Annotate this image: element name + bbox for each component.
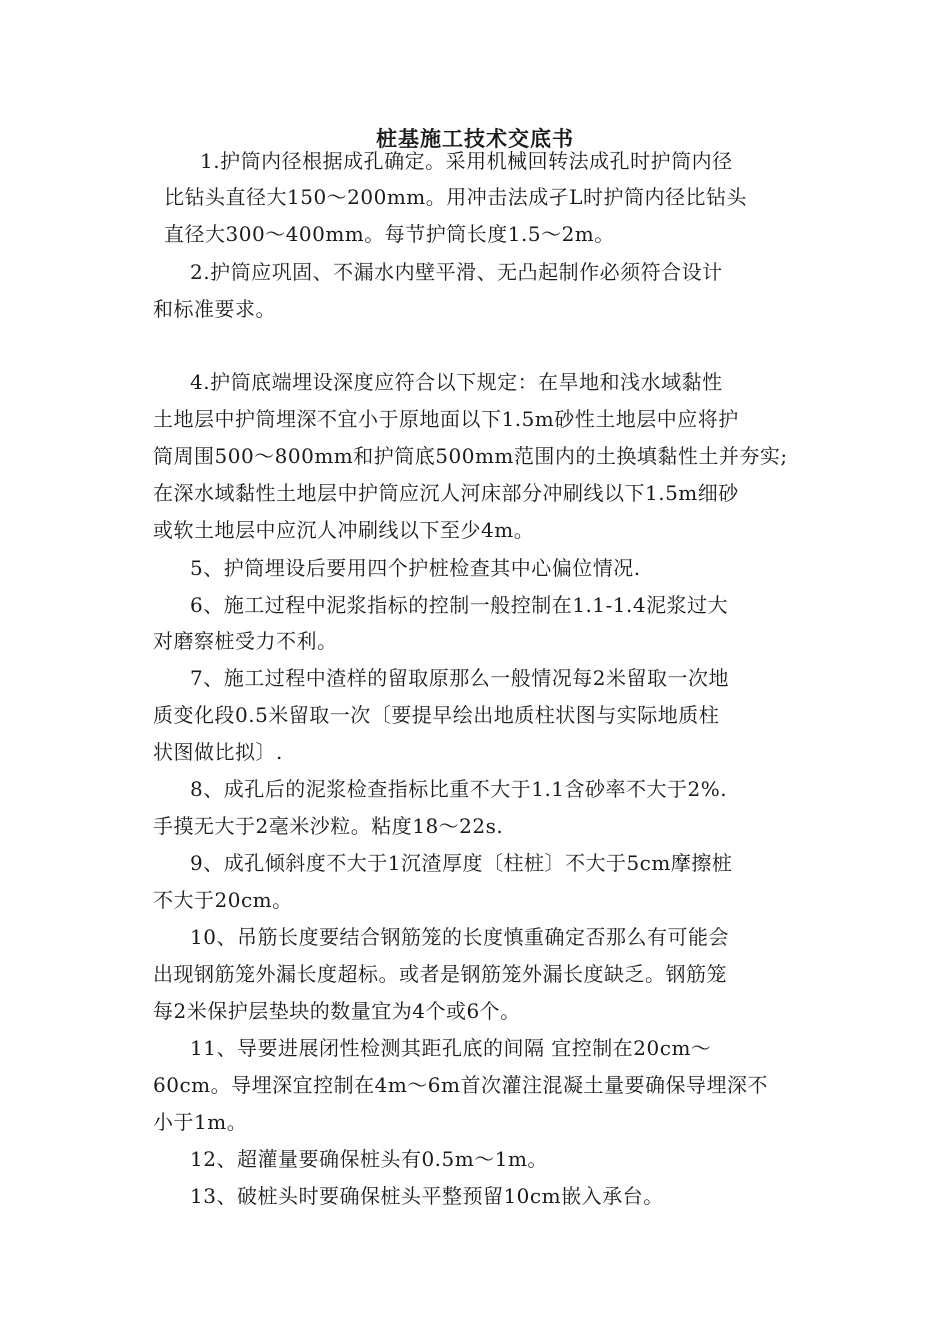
text-line: 和标准要求。	[153, 297, 276, 321]
text-line: 4.护筒底端埋设深度应符合以下规定：在旱地和浅水域黏性	[190, 370, 723, 394]
text-line: 10、吊筋长度要结合钢筋笼的长度慎重确定否那么有可能会	[190, 925, 729, 949]
text-line: 5、护筒埋设后要用四个护桩检查其中心偏位情况.	[190, 556, 641, 580]
text-line: 7、施工过程中渣样的留取原那么一般情况每2米留取一次地	[190, 666, 729, 690]
text-line: 6、施工过程中泥浆指标的控制一般控制在1.1-1.4泥浆过大	[190, 593, 729, 617]
text-line: 筒周围500～800mm和护筒底500mm范围内的土换填黏性土并夯实;	[153, 444, 788, 468]
text-line: 13、破桩头时要确保桩头平整预留10cm嵌入承台。	[190, 1184, 664, 1208]
text-line: 土地层中护筒埋深不宜小于原地面以下1.5m砂性土地层中应将护	[153, 407, 739, 431]
text-line: 或软土地层中应沉人冲刷线以下至少4m。	[153, 518, 535, 542]
text-line: 直径大300～400mm。每节护筒长度1.5～2m。	[164, 222, 615, 246]
text-line: 出现钢筋笼外漏长度超标。或者是钢筋笼外漏长度缺乏。钢筋笼	[153, 962, 727, 986]
text-line: 对磨察桩受力不利。	[153, 629, 338, 653]
text-line: 12、超灌量要确保桩头有0.5m～1m。	[190, 1147, 548, 1171]
text-line: 比钻头直径大150～200mm。用冲击法成孑L时护筒内径比钻头	[164, 185, 748, 209]
text-line: 2.护筒应巩固、不漏水内壁平滑、无凸起制作必须符合设计	[190, 260, 723, 284]
document-title: 桩基施工技术交底书	[376, 126, 574, 151]
text-line: 8、成孔后的泥浆检查指标比重不大于1.1含砂率不大于2%.	[190, 777, 728, 801]
text-line: 9、成孔倾斜度不大于1沉渣厚度〔柱桩〕不大于5cm摩擦桩	[190, 851, 733, 875]
text-line: 在深水域黏性土地层中护筒应沉人河床部分冲刷线以下1.5m细砂	[153, 481, 739, 505]
text-line: 11、导要进展闭性检测其距孔底的间隔 宜控制在20cm～	[190, 1036, 712, 1060]
text-line: 质变化段0.5米留取一次〔要提早绘出地质柱状图与实际地质柱	[153, 703, 720, 727]
text-line: 小于1m。	[153, 1110, 248, 1134]
text-line: 1.护筒内径根据成孔确定。采用机械回转法成孔时护筒内径	[200, 149, 733, 173]
text-line: 状图做比拟〕.	[153, 740, 283, 764]
text-line: 60cm。导埋深宜控制在4m～6m首次灌注混凝土量要确保导埋深不	[153, 1073, 768, 1097]
text-line: 手摸无大于2毫米沙粒。粘度18～22s.	[153, 814, 504, 838]
text-line: 不大于20cm。	[153, 888, 293, 912]
text-line: 每2米保护层垫块的数量宜为4个或6个。	[153, 999, 521, 1023]
